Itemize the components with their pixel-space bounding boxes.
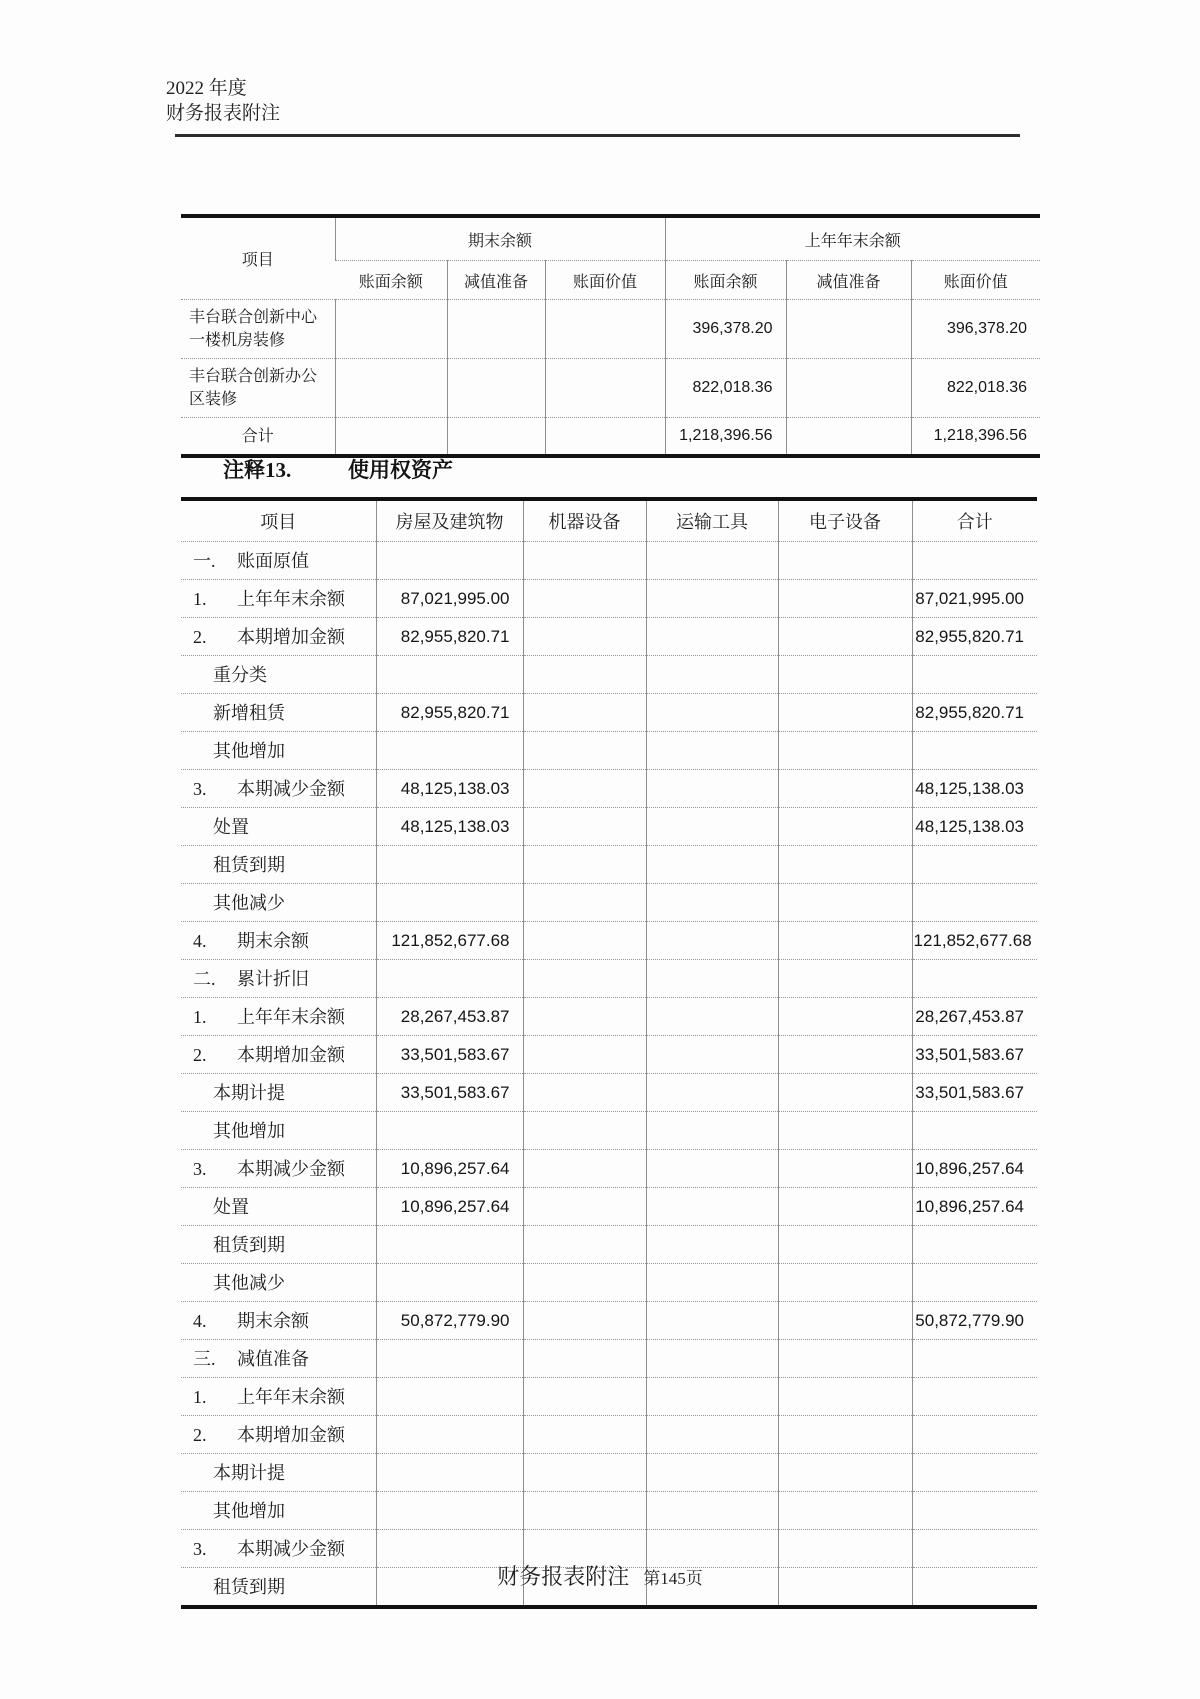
value-cell: 1,218,396.56 xyxy=(665,418,786,457)
table1-subheader-col-2: 账面价值 xyxy=(545,261,665,300)
item-cell xyxy=(181,580,376,618)
value-cell: 10,896,257.64 xyxy=(376,1150,523,1188)
value-cell xyxy=(376,542,523,580)
value-cell xyxy=(646,960,778,998)
value-cell: 33,501,583.67 xyxy=(912,1074,1037,1112)
item-number: 3. xyxy=(193,1538,207,1559)
section-title: 使用权资产 xyxy=(348,458,453,482)
value-cell xyxy=(646,1492,778,1530)
value-cell xyxy=(646,1150,778,1188)
item-cell xyxy=(181,1112,376,1150)
value-cell xyxy=(646,1074,778,1112)
item-cell xyxy=(181,694,376,732)
value-cell xyxy=(523,1492,646,1530)
value-cell xyxy=(778,656,912,694)
value-cell xyxy=(646,580,778,618)
item-label: 其他增加 xyxy=(213,1120,285,1141)
value-cell xyxy=(545,359,665,418)
table2-header-col-2: 机器设备 xyxy=(523,499,646,542)
value-cell: 50,872,779.90 xyxy=(912,1302,1037,1340)
table-row xyxy=(181,1454,1037,1492)
value-cell xyxy=(646,542,778,580)
value-cell: 33,501,583.67 xyxy=(912,1036,1037,1074)
value-cell xyxy=(523,1264,646,1302)
value-cell xyxy=(376,1112,523,1150)
value-cell xyxy=(646,1112,778,1150)
item-cell xyxy=(181,1226,376,1264)
value-cell xyxy=(778,1492,912,1530)
item-cell xyxy=(181,922,376,960)
table-row xyxy=(181,580,1037,618)
value-cell: 121,852,677.68 xyxy=(912,922,1037,960)
value-cell: 82,955,820.71 xyxy=(376,618,523,656)
table-row xyxy=(181,1378,1037,1416)
table-row xyxy=(181,1150,1037,1188)
improvements-table xyxy=(181,214,1040,458)
value-cell xyxy=(778,884,912,922)
value-cell xyxy=(778,1112,912,1150)
value-cell xyxy=(376,884,523,922)
value-cell xyxy=(646,1454,778,1492)
item-label: 本期计提 xyxy=(213,1082,285,1103)
value-cell xyxy=(786,359,911,418)
value-cell: 48,125,138.03 xyxy=(912,770,1037,808)
table-row xyxy=(181,1036,1037,1074)
value-cell xyxy=(646,1378,778,1416)
value-cell xyxy=(778,580,912,618)
item-number: 二. xyxy=(193,968,216,989)
value-cell xyxy=(376,846,523,884)
item-cell xyxy=(181,618,376,656)
value-cell xyxy=(523,960,646,998)
value-cell xyxy=(778,1074,912,1112)
value-cell xyxy=(523,922,646,960)
table-row xyxy=(181,846,1037,884)
table1-header-item: 项目 xyxy=(241,252,274,269)
item-number: 1. xyxy=(193,1006,207,1027)
value-cell: 822,018.36 xyxy=(665,359,786,418)
item-label: 其他增加 xyxy=(213,1500,285,1521)
footer-page-number: 第145页 xyxy=(643,1569,703,1588)
value-cell xyxy=(646,808,778,846)
table-row xyxy=(181,922,1037,960)
value-cell xyxy=(778,1340,912,1378)
value-cell xyxy=(786,300,911,359)
value-cell xyxy=(523,1454,646,1492)
item-cell xyxy=(181,1492,376,1530)
value-cell xyxy=(912,1264,1037,1302)
item-cell xyxy=(181,1378,376,1416)
value-cell: 48,125,138.03 xyxy=(912,808,1037,846)
value-cell xyxy=(523,618,646,656)
value-cell xyxy=(523,1150,646,1188)
value-cell xyxy=(523,542,646,580)
item-cell: 丰台联合创新中心一楼机房装修 xyxy=(181,300,335,359)
value-cell: 396,378.20 xyxy=(665,300,786,359)
value-cell xyxy=(646,732,778,770)
item-cell xyxy=(181,1340,376,1378)
value-cell xyxy=(646,998,778,1036)
section-number: 注释13. xyxy=(223,458,292,482)
right-of-use-assets-table xyxy=(181,497,1037,1609)
value-cell xyxy=(912,1226,1037,1264)
item-cell xyxy=(181,1264,376,1302)
table-row xyxy=(181,618,1037,656)
value-cell xyxy=(376,1264,523,1302)
value-cell xyxy=(778,618,912,656)
table2-header-col-0: 项目 xyxy=(260,512,297,532)
value-cell xyxy=(646,1036,778,1074)
value-cell xyxy=(778,770,912,808)
value-cell xyxy=(376,1226,523,1264)
value-cell xyxy=(523,580,646,618)
item-label: 账面原值 xyxy=(237,550,309,571)
item-cell xyxy=(181,1302,376,1340)
item-label: 本期计提 xyxy=(213,1462,285,1483)
page-header xyxy=(166,76,280,126)
item-cell xyxy=(181,1454,376,1492)
item-label: 本期减少金额 xyxy=(237,1538,345,1559)
table-row xyxy=(181,656,1037,694)
item-cell xyxy=(181,1416,376,1454)
table2-header-col-4: 电子设备 xyxy=(778,499,912,542)
value-cell xyxy=(912,1416,1037,1454)
table1-subheader-col-4: 减值准备 xyxy=(786,261,911,300)
header-year-line: 2022 年度 xyxy=(166,78,247,99)
item-cell: 丰台联合创新办公区装修 xyxy=(181,359,335,418)
header-divider xyxy=(175,134,1020,137)
value-cell xyxy=(778,1188,912,1226)
value-cell: 28,267,453.87 xyxy=(376,998,523,1036)
value-cell xyxy=(778,1264,912,1302)
value-cell xyxy=(523,1226,646,1264)
value-cell xyxy=(447,359,545,418)
value-cell xyxy=(778,542,912,580)
item-number: 一. xyxy=(193,550,216,571)
item-label: 累计折旧 xyxy=(237,968,309,989)
value-cell xyxy=(523,1340,646,1378)
item-cell xyxy=(181,808,376,846)
value-cell xyxy=(912,960,1037,998)
value-cell xyxy=(912,1112,1037,1150)
value-cell xyxy=(545,300,665,359)
value-cell xyxy=(646,1302,778,1340)
value-cell xyxy=(646,770,778,808)
value-cell: 87,021,995.00 xyxy=(912,580,1037,618)
value-cell xyxy=(912,884,1037,922)
item-cell xyxy=(181,732,376,770)
item-number: 4. xyxy=(193,1310,207,1331)
table1-header-prior-year-balance: 上年年末余额 xyxy=(665,216,1040,261)
value-cell xyxy=(376,732,523,770)
value-cell xyxy=(912,542,1037,580)
value-cell xyxy=(646,1264,778,1302)
value-cell xyxy=(523,656,646,694)
item-label: 其他增加 xyxy=(213,740,285,761)
value-cell xyxy=(447,418,545,457)
value-cell xyxy=(778,694,912,732)
value-cell xyxy=(523,1188,646,1226)
item-label: 上年年末余额 xyxy=(237,1386,345,1407)
page-footer xyxy=(0,1560,1200,1591)
value-cell xyxy=(523,1112,646,1150)
table-row xyxy=(181,998,1037,1036)
item-cell: 合计 xyxy=(181,418,335,457)
value-cell xyxy=(646,1340,778,1378)
table-row xyxy=(181,1416,1037,1454)
value-cell xyxy=(523,808,646,846)
table-row xyxy=(181,808,1037,846)
header-doc-title: 财务报表附注 xyxy=(166,103,281,124)
value-cell xyxy=(335,300,447,359)
item-number: 1. xyxy=(193,1386,207,1407)
item-cell xyxy=(181,1150,376,1188)
value-cell xyxy=(523,1378,646,1416)
table-row xyxy=(181,1302,1037,1340)
table-row xyxy=(181,770,1037,808)
table-row xyxy=(181,300,1040,359)
item-cell xyxy=(181,884,376,922)
table-row xyxy=(181,1112,1037,1150)
item-label: 期末余额 xyxy=(237,930,309,951)
item-label: 处置 xyxy=(213,816,249,837)
table-row xyxy=(181,694,1037,732)
value-cell xyxy=(335,359,447,418)
item-label: 本期减少金额 xyxy=(237,778,345,799)
value-cell xyxy=(646,846,778,884)
item-label: 租赁到期 xyxy=(213,854,285,875)
value-cell xyxy=(523,1416,646,1454)
value-cell xyxy=(778,1036,912,1074)
table1-subheader-col-1: 减值准备 xyxy=(447,261,545,300)
value-cell xyxy=(778,1226,912,1264)
item-label: 新增租赁 xyxy=(213,702,285,723)
value-cell: 48,125,138.03 xyxy=(376,808,523,846)
value-cell xyxy=(335,418,447,457)
value-cell xyxy=(523,732,646,770)
value-cell xyxy=(778,1454,912,1492)
value-cell xyxy=(778,732,912,770)
item-label: 期末余额 xyxy=(237,1310,309,1331)
table1-subheader-col-3: 账面余额 xyxy=(665,261,786,300)
value-cell: 1,218,396.56 xyxy=(911,418,1040,457)
value-cell xyxy=(912,1492,1037,1530)
table-row xyxy=(181,884,1037,922)
item-label: 本期减少金额 xyxy=(237,1158,345,1179)
value-cell xyxy=(778,922,912,960)
item-label: 租赁到期 xyxy=(213,1234,285,1255)
table-row xyxy=(181,1492,1037,1530)
value-cell: 48,125,138.03 xyxy=(376,770,523,808)
value-cell xyxy=(912,732,1037,770)
value-cell xyxy=(912,846,1037,884)
table2-header-col-1: 房屋及建筑物 xyxy=(376,499,523,542)
value-cell xyxy=(778,846,912,884)
item-cell xyxy=(181,1074,376,1112)
item-cell xyxy=(181,846,376,884)
table-row xyxy=(181,1188,1037,1226)
value-cell xyxy=(912,656,1037,694)
value-cell xyxy=(646,1226,778,1264)
item-cell xyxy=(181,960,376,998)
value-cell xyxy=(376,1416,523,1454)
item-number: 3. xyxy=(193,778,207,799)
value-cell: 10,896,257.64 xyxy=(912,1150,1037,1188)
value-cell xyxy=(912,1378,1037,1416)
value-cell xyxy=(646,884,778,922)
value-cell xyxy=(523,770,646,808)
item-label: 处置 xyxy=(213,1196,249,1217)
value-cell xyxy=(523,884,646,922)
item-label: 重分类 xyxy=(213,664,267,685)
table-row xyxy=(181,1074,1037,1112)
item-cell xyxy=(181,770,376,808)
table1-subheader-col-0: 账面余额 xyxy=(335,261,447,300)
value-cell xyxy=(646,656,778,694)
value-cell xyxy=(778,1150,912,1188)
item-number: 2. xyxy=(193,1044,207,1065)
item-number: 三. xyxy=(193,1348,216,1369)
value-cell: 33,501,583.67 xyxy=(376,1074,523,1112)
value-cell xyxy=(646,1188,778,1226)
table-row xyxy=(181,418,1040,457)
table-row xyxy=(181,359,1040,418)
table-row xyxy=(181,1226,1037,1264)
value-cell xyxy=(447,300,545,359)
value-cell xyxy=(545,418,665,457)
item-cell xyxy=(181,998,376,1036)
table2-header-col-3: 运输工具 xyxy=(646,499,778,542)
item-cell xyxy=(181,1036,376,1074)
value-cell: 10,896,257.64 xyxy=(912,1188,1037,1226)
value-cell xyxy=(778,1378,912,1416)
value-cell xyxy=(376,960,523,998)
item-cell xyxy=(181,542,376,580)
item-label: 减值准备 xyxy=(237,1348,309,1369)
table-row xyxy=(181,1264,1037,1302)
value-cell xyxy=(912,1454,1037,1492)
table-row xyxy=(181,960,1037,998)
value-cell: 82,955,820.71 xyxy=(912,694,1037,732)
table1-subheader-col-5: 账面价值 xyxy=(911,261,1040,300)
item-label: 本期增加金额 xyxy=(237,1044,345,1065)
item-cell xyxy=(181,656,376,694)
item-cell xyxy=(181,1188,376,1226)
value-cell xyxy=(376,1340,523,1378)
table-row xyxy=(181,1340,1037,1378)
item-number: 3. xyxy=(193,1158,207,1179)
value-cell xyxy=(778,1416,912,1454)
section-heading xyxy=(223,454,453,484)
item-label: 本期增加金额 xyxy=(237,626,345,647)
item-label: 其他减少 xyxy=(213,1272,285,1293)
table2-header-col-5: 合计 xyxy=(912,499,1037,542)
value-cell xyxy=(523,1074,646,1112)
value-cell xyxy=(523,1036,646,1074)
table-row xyxy=(181,542,1037,580)
value-cell xyxy=(523,694,646,732)
value-cell: 10,896,257.64 xyxy=(376,1188,523,1226)
table-row xyxy=(181,732,1037,770)
item-number: 2. xyxy=(193,626,207,647)
value-cell xyxy=(646,922,778,960)
value-cell xyxy=(786,418,911,457)
value-cell: 87,021,995.00 xyxy=(376,580,523,618)
value-cell: 82,955,820.71 xyxy=(376,694,523,732)
value-cell xyxy=(646,618,778,656)
value-cell: 28,267,453.87 xyxy=(912,998,1037,1036)
item-label: 本期增加金额 xyxy=(237,1424,345,1445)
value-cell xyxy=(912,1340,1037,1378)
item-number: 4. xyxy=(193,930,207,951)
item-number: 1. xyxy=(193,588,207,609)
item-number: 2. xyxy=(193,1424,207,1445)
value-cell xyxy=(523,998,646,1036)
value-cell xyxy=(523,846,646,884)
value-cell: 33,501,583.67 xyxy=(376,1036,523,1074)
item-label: 其他减少 xyxy=(213,892,285,913)
value-cell xyxy=(376,1492,523,1530)
value-cell xyxy=(523,1302,646,1340)
value-cell xyxy=(646,1416,778,1454)
value-cell: 121,852,677.68 xyxy=(376,922,523,960)
value-cell xyxy=(376,656,523,694)
value-cell: 82,955,820.71 xyxy=(912,618,1037,656)
item-label: 上年年末余额 xyxy=(237,1006,345,1027)
value-cell xyxy=(646,694,778,732)
value-cell xyxy=(778,960,912,998)
value-cell: 396,378.20 xyxy=(911,300,1040,359)
value-cell xyxy=(778,1302,912,1340)
item-label: 租赁到期 xyxy=(213,1576,285,1597)
table1-header-ending-balance: 期末余额 xyxy=(335,216,665,261)
value-cell xyxy=(376,1454,523,1492)
value-cell: 822,018.36 xyxy=(911,359,1040,418)
item-label: 上年年末余额 xyxy=(237,588,345,609)
footer-title: 财务报表附注 xyxy=(497,1564,630,1589)
value-cell: 50,872,779.90 xyxy=(376,1302,523,1340)
value-cell xyxy=(778,998,912,1036)
value-cell xyxy=(376,1378,523,1416)
value-cell xyxy=(778,808,912,846)
